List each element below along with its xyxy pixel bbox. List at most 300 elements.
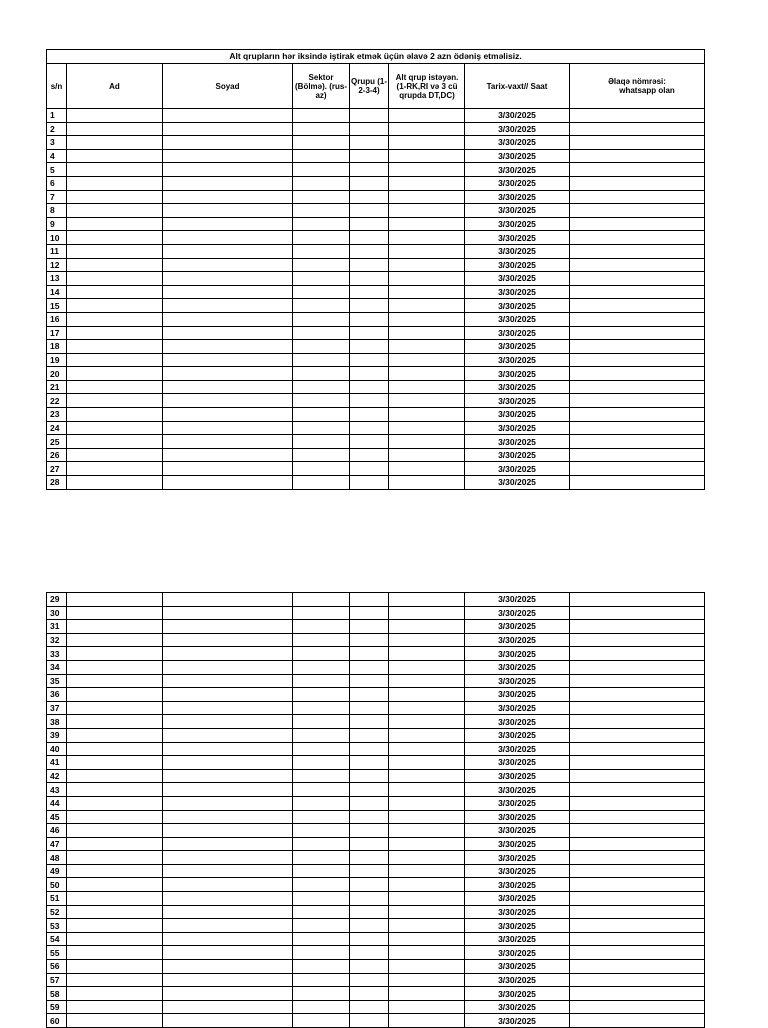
cell-alt-qrup[interactable] [389,1000,465,1014]
cell-sektor[interactable] [293,1014,350,1028]
cell-sektor[interactable] [293,204,350,218]
cell-ad[interactable] [67,408,163,422]
cell-qrupu[interactable] [350,769,389,783]
cell-sektor[interactable] [293,122,350,136]
cell-elaqe[interactable] [570,435,705,449]
cell-soyad[interactable] [163,987,293,1001]
cell-soyad[interactable] [163,606,293,620]
cell-qrupu[interactable] [350,326,389,340]
cell-alt-qrup[interactable] [389,824,465,838]
cell-soyad[interactable] [163,742,293,756]
cell-ad[interactable] [67,742,163,756]
cell-sektor[interactable] [293,285,350,299]
cell-qrupu[interactable] [350,878,389,892]
cell-elaqe[interactable] [570,647,705,661]
cell-ad[interactable] [67,688,163,702]
cell-alt-qrup[interactable] [389,476,465,490]
cell-elaqe[interactable] [570,932,705,946]
cell-qrupu[interactable] [350,353,389,367]
cell-sektor[interactable] [293,136,350,150]
cell-alt-qrup[interactable] [389,796,465,810]
cell-soyad[interactable] [163,462,293,476]
cell-ad[interactable] [67,176,163,190]
cell-sektor[interactable] [293,660,350,674]
cell-elaqe[interactable] [570,462,705,476]
cell-elaqe[interactable] [570,408,705,422]
cell-soyad[interactable] [163,919,293,933]
cell-ad[interactable] [67,796,163,810]
cell-alt-qrup[interactable] [389,394,465,408]
cell-sektor[interactable] [293,946,350,960]
cell-soyad[interactable] [163,647,293,661]
cell-elaqe[interactable] [570,231,705,245]
cell-qrupu[interactable] [350,864,389,878]
cell-soyad[interactable] [163,769,293,783]
cell-qrupu[interactable] [350,367,389,381]
cell-ad[interactable] [67,647,163,661]
cell-ad[interactable] [67,435,163,449]
cell-elaqe[interactable] [570,190,705,204]
cell-soyad[interactable] [163,421,293,435]
cell-qrupu[interactable] [350,408,389,422]
cell-elaqe[interactable] [570,394,705,408]
cell-alt-qrup[interactable] [389,109,465,123]
cell-sektor[interactable] [293,340,350,354]
cell-soyad[interactable] [163,660,293,674]
cell-alt-qrup[interactable] [389,190,465,204]
cell-elaqe[interactable] [570,919,705,933]
cell-alt-qrup[interactable] [389,960,465,974]
cell-qrupu[interactable] [350,462,389,476]
cell-qrupu[interactable] [350,476,389,490]
cell-sektor[interactable] [293,190,350,204]
cell-qrupu[interactable] [350,946,389,960]
cell-qrupu[interactable] [350,987,389,1001]
cell-ad[interactable] [67,674,163,688]
cell-alt-qrup[interactable] [389,892,465,906]
cell-qrupu[interactable] [350,258,389,272]
cell-qrupu[interactable] [350,176,389,190]
cell-sektor[interactable] [293,715,350,729]
cell-alt-qrup[interactable] [389,122,465,136]
cell-qrupu[interactable] [350,688,389,702]
cell-sektor[interactable] [293,149,350,163]
cell-alt-qrup[interactable] [389,864,465,878]
cell-elaqe[interactable] [570,326,705,340]
cell-soyad[interactable] [163,367,293,381]
cell-soyad[interactable] [163,674,293,688]
cell-alt-qrup[interactable] [389,163,465,177]
cell-qrupu[interactable] [350,728,389,742]
cell-sektor[interactable] [293,742,350,756]
cell-ad[interactable] [67,190,163,204]
cell-elaqe[interactable] [570,217,705,231]
cell-ad[interactable] [67,987,163,1001]
cell-soyad[interactable] [163,783,293,797]
cell-qrupu[interactable] [350,960,389,974]
cell-sektor[interactable] [293,244,350,258]
cell-sektor[interactable] [293,408,350,422]
cell-ad[interactable] [67,353,163,367]
cell-elaqe[interactable] [570,136,705,150]
cell-alt-qrup[interactable] [389,728,465,742]
cell-qrupu[interactable] [350,1014,389,1028]
cell-alt-qrup[interactable] [389,231,465,245]
cell-sektor[interactable] [293,606,350,620]
cell-soyad[interactable] [163,204,293,218]
cell-elaqe[interactable] [570,109,705,123]
cell-elaqe[interactable] [570,258,705,272]
cell-sektor[interactable] [293,783,350,797]
cell-elaqe[interactable] [570,660,705,674]
cell-soyad[interactable] [163,272,293,286]
cell-alt-qrup[interactable] [389,674,465,688]
cell-sektor[interactable] [293,905,350,919]
cell-ad[interactable] [67,326,163,340]
cell-qrupu[interactable] [350,435,389,449]
cell-elaqe[interactable] [570,742,705,756]
cell-ad[interactable] [67,932,163,946]
cell-sektor[interactable] [293,851,350,865]
cell-alt-qrup[interactable] [389,905,465,919]
cell-elaqe[interactable] [570,973,705,987]
cell-sektor[interactable] [293,163,350,177]
cell-qrupu[interactable] [350,796,389,810]
cell-soyad[interactable] [163,394,293,408]
cell-alt-qrup[interactable] [389,204,465,218]
cell-elaqe[interactable] [570,285,705,299]
cell-ad[interactable] [67,728,163,742]
cell-elaqe[interactable] [570,312,705,326]
cell-soyad[interactable] [163,905,293,919]
cell-ad[interactable] [67,824,163,838]
cell-sektor[interactable] [293,312,350,326]
cell-qrupu[interactable] [350,756,389,770]
cell-ad[interactable] [67,448,163,462]
cell-soyad[interactable] [163,878,293,892]
cell-sektor[interactable] [293,728,350,742]
cell-elaqe[interactable] [570,620,705,634]
cell-ad[interactable] [67,299,163,313]
cell-sektor[interactable] [293,647,350,661]
cell-sektor[interactable] [293,217,350,231]
cell-elaqe[interactable] [570,163,705,177]
cell-alt-qrup[interactable] [389,715,465,729]
cell-alt-qrup[interactable] [389,919,465,933]
cell-alt-qrup[interactable] [389,408,465,422]
cell-qrupu[interactable] [350,122,389,136]
cell-sektor[interactable] [293,380,350,394]
cell-ad[interactable] [67,462,163,476]
cell-qrupu[interactable] [350,674,389,688]
cell-alt-qrup[interactable] [389,462,465,476]
cell-soyad[interactable] [163,258,293,272]
cell-alt-qrup[interactable] [389,593,465,607]
cell-qrupu[interactable] [350,919,389,933]
cell-ad[interactable] [67,163,163,177]
cell-qrupu[interactable] [350,340,389,354]
cell-qrupu[interactable] [350,837,389,851]
cell-ad[interactable] [67,919,163,933]
cell-ad[interactable] [67,476,163,490]
cell-alt-qrup[interactable] [389,606,465,620]
cell-alt-qrup[interactable] [389,1014,465,1028]
cell-qrupu[interactable] [350,633,389,647]
cell-elaqe[interactable] [570,380,705,394]
cell-ad[interactable] [67,149,163,163]
cell-qrupu[interactable] [350,163,389,177]
cell-soyad[interactable] [163,701,293,715]
cell-alt-qrup[interactable] [389,367,465,381]
cell-ad[interactable] [67,122,163,136]
cell-qrupu[interactable] [350,190,389,204]
cell-sektor[interactable] [293,756,350,770]
cell-sektor[interactable] [293,421,350,435]
cell-alt-qrup[interactable] [389,421,465,435]
cell-qrupu[interactable] [350,742,389,756]
cell-ad[interactable] [67,244,163,258]
cell-alt-qrup[interactable] [389,258,465,272]
cell-elaqe[interactable] [570,606,705,620]
cell-soyad[interactable] [163,756,293,770]
cell-soyad[interactable] [163,932,293,946]
cell-elaqe[interactable] [570,728,705,742]
cell-soyad[interactable] [163,448,293,462]
cell-soyad[interactable] [163,190,293,204]
cell-soyad[interactable] [163,109,293,123]
cell-soyad[interactable] [163,688,293,702]
cell-elaqe[interactable] [570,674,705,688]
cell-elaqe[interactable] [570,905,705,919]
cell-sektor[interactable] [293,824,350,838]
cell-elaqe[interactable] [570,824,705,838]
cell-qrupu[interactable] [350,620,389,634]
cell-soyad[interactable] [163,163,293,177]
cell-elaqe[interactable] [570,204,705,218]
cell-ad[interactable] [67,421,163,435]
cell-elaqe[interactable] [570,946,705,960]
cell-elaqe[interactable] [570,299,705,313]
cell-ad[interactable] [67,285,163,299]
cell-ad[interactable] [67,756,163,770]
cell-elaqe[interactable] [570,272,705,286]
cell-elaqe[interactable] [570,149,705,163]
cell-sektor[interactable] [293,109,350,123]
cell-sektor[interactable] [293,367,350,381]
cell-soyad[interactable] [163,408,293,422]
cell-ad[interactable] [67,204,163,218]
cell-sektor[interactable] [293,448,350,462]
cell-sektor[interactable] [293,231,350,245]
cell-alt-qrup[interactable] [389,620,465,634]
cell-qrupu[interactable] [350,851,389,865]
cell-sektor[interactable] [293,435,350,449]
cell-alt-qrup[interactable] [389,285,465,299]
cell-sektor[interactable] [293,810,350,824]
cell-ad[interactable] [67,258,163,272]
cell-elaqe[interactable] [570,1000,705,1014]
cell-soyad[interactable] [163,136,293,150]
cell-ad[interactable] [67,394,163,408]
cell-ad[interactable] [67,633,163,647]
cell-elaqe[interactable] [570,769,705,783]
cell-elaqe[interactable] [570,353,705,367]
cell-qrupu[interactable] [350,109,389,123]
cell-alt-qrup[interactable] [389,837,465,851]
cell-alt-qrup[interactable] [389,932,465,946]
cell-soyad[interactable] [163,824,293,838]
cell-qrupu[interactable] [350,932,389,946]
cell-soyad[interactable] [163,380,293,394]
cell-alt-qrup[interactable] [389,688,465,702]
cell-sektor[interactable] [293,892,350,906]
cell-alt-qrup[interactable] [389,176,465,190]
cell-soyad[interactable] [163,851,293,865]
cell-ad[interactable] [67,810,163,824]
cell-alt-qrup[interactable] [389,448,465,462]
cell-qrupu[interactable] [350,824,389,838]
cell-elaqe[interactable] [570,421,705,435]
cell-qrupu[interactable] [350,231,389,245]
cell-qrupu[interactable] [350,606,389,620]
cell-ad[interactable] [67,312,163,326]
cell-sektor[interactable] [293,620,350,634]
cell-elaqe[interactable] [570,892,705,906]
cell-sektor[interactable] [293,878,350,892]
cell-alt-qrup[interactable] [389,810,465,824]
cell-qrupu[interactable] [350,380,389,394]
cell-alt-qrup[interactable] [389,742,465,756]
cell-sektor[interactable] [293,633,350,647]
cell-alt-qrup[interactable] [389,701,465,715]
cell-soyad[interactable] [163,340,293,354]
cell-sektor[interactable] [293,769,350,783]
cell-soyad[interactable] [163,620,293,634]
cell-elaqe[interactable] [570,878,705,892]
cell-sektor[interactable] [293,973,350,987]
cell-qrupu[interactable] [350,448,389,462]
cell-ad[interactable] [67,960,163,974]
cell-sektor[interactable] [293,326,350,340]
cell-elaqe[interactable] [570,987,705,1001]
cell-soyad[interactable] [163,892,293,906]
cell-qrupu[interactable] [350,892,389,906]
cell-elaqe[interactable] [570,960,705,974]
cell-ad[interactable] [67,380,163,394]
cell-soyad[interactable] [163,837,293,851]
cell-elaqe[interactable] [570,864,705,878]
cell-soyad[interactable] [163,960,293,974]
cell-qrupu[interactable] [350,593,389,607]
cell-qrupu[interactable] [350,973,389,987]
cell-soyad[interactable] [163,231,293,245]
cell-soyad[interactable] [163,1014,293,1028]
cell-soyad[interactable] [163,715,293,729]
cell-elaqe[interactable] [570,756,705,770]
cell-alt-qrup[interactable] [389,217,465,231]
cell-ad[interactable] [67,769,163,783]
cell-soyad[interactable] [163,796,293,810]
cell-sektor[interactable] [293,932,350,946]
cell-qrupu[interactable] [350,244,389,258]
cell-sektor[interactable] [293,674,350,688]
cell-soyad[interactable] [163,633,293,647]
cell-sektor[interactable] [293,476,350,490]
cell-sektor[interactable] [293,919,350,933]
cell-alt-qrup[interactable] [389,136,465,150]
cell-soyad[interactable] [163,176,293,190]
cell-elaqe[interactable] [570,593,705,607]
cell-alt-qrup[interactable] [389,326,465,340]
cell-qrupu[interactable] [350,299,389,313]
cell-elaqe[interactable] [570,367,705,381]
cell-sektor[interactable] [293,864,350,878]
cell-soyad[interactable] [163,476,293,490]
cell-alt-qrup[interactable] [389,353,465,367]
cell-qrupu[interactable] [350,905,389,919]
cell-sektor[interactable] [293,176,350,190]
cell-sektor[interactable] [293,258,350,272]
cell-ad[interactable] [67,851,163,865]
cell-ad[interactable] [67,715,163,729]
cell-soyad[interactable] [163,810,293,824]
cell-alt-qrup[interactable] [389,244,465,258]
cell-ad[interactable] [67,837,163,851]
cell-elaqe[interactable] [570,244,705,258]
cell-ad[interactable] [67,606,163,620]
cell-alt-qrup[interactable] [389,660,465,674]
cell-ad[interactable] [67,946,163,960]
cell-soyad[interactable] [163,864,293,878]
cell-sektor[interactable] [293,272,350,286]
cell-soyad[interactable] [163,973,293,987]
cell-soyad[interactable] [163,122,293,136]
cell-soyad[interactable] [163,353,293,367]
cell-alt-qrup[interactable] [389,783,465,797]
cell-qrupu[interactable] [350,647,389,661]
cell-elaqe[interactable] [570,122,705,136]
cell-elaqe[interactable] [570,448,705,462]
cell-ad[interactable] [67,136,163,150]
cell-sektor[interactable] [293,593,350,607]
cell-qrupu[interactable] [350,272,389,286]
cell-ad[interactable] [67,1014,163,1028]
cell-qrupu[interactable] [350,204,389,218]
cell-ad[interactable] [67,231,163,245]
cell-qrupu[interactable] [350,136,389,150]
cell-qrupu[interactable] [350,660,389,674]
cell-elaqe[interactable] [570,688,705,702]
cell-alt-qrup[interactable] [389,380,465,394]
cell-qrupu[interactable] [350,312,389,326]
cell-alt-qrup[interactable] [389,647,465,661]
cell-elaqe[interactable] [570,715,705,729]
cell-alt-qrup[interactable] [389,149,465,163]
cell-alt-qrup[interactable] [389,633,465,647]
cell-elaqe[interactable] [570,796,705,810]
cell-qrupu[interactable] [350,149,389,163]
cell-ad[interactable] [67,109,163,123]
cell-soyad[interactable] [163,1000,293,1014]
cell-ad[interactable] [67,864,163,878]
cell-qrupu[interactable] [350,285,389,299]
cell-ad[interactable] [67,783,163,797]
cell-ad[interactable] [67,367,163,381]
cell-qrupu[interactable] [350,217,389,231]
cell-ad[interactable] [67,1000,163,1014]
cell-sektor[interactable] [293,1000,350,1014]
cell-alt-qrup[interactable] [389,435,465,449]
